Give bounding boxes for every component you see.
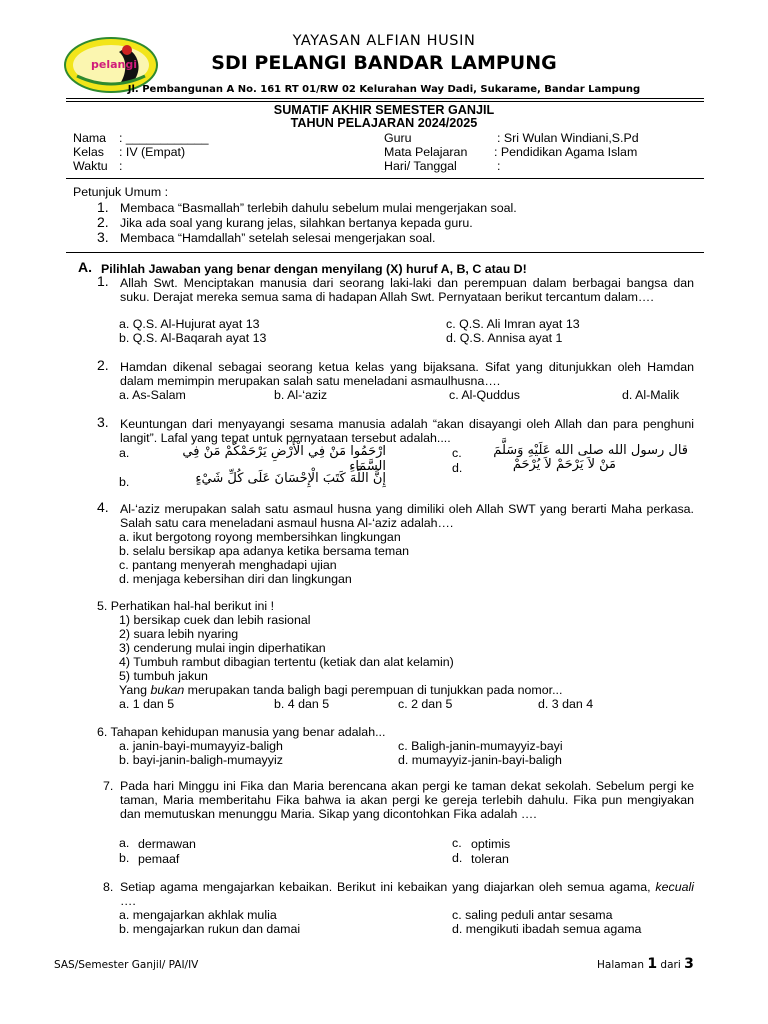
q1-option-c: c. Q.S. Ali Imran ayat 13 xyxy=(446,317,580,331)
petunjuk-num-2: 2. xyxy=(97,214,109,230)
q4-number: 4. xyxy=(97,499,109,515)
q5-item-5: 5) tumbuh jakun xyxy=(119,669,208,683)
guru-label: Guru xyxy=(384,131,412,145)
q5-stem: 5. Perhatikan hal-hal berikut ini ! xyxy=(97,599,275,613)
petunjuk-item-2: Jika ada soal yang kurang jelas, silahkan bertanya kepada guru. xyxy=(120,216,473,230)
q8-number: 8. xyxy=(103,880,114,894)
q7-option-d: toleran xyxy=(471,852,509,866)
q3-option-b-arabic: إِنَّ اللَّهَ كَتَبَ الْإِحْسَانَ عَلَى كُلِّ شَيْءٍ xyxy=(195,471,386,486)
hari-value: : xyxy=(497,159,501,173)
q3-option-d-arabic: مَنْ لاَ يَرْحَمْ لاَ يُرْحَمْ xyxy=(512,457,616,472)
petunjuk-item-3: Membaca “Hamdallah” setelah selesai mengerjakan soal. xyxy=(120,231,436,245)
q2-option-d: d. Al-Malik xyxy=(622,388,680,402)
q5-option-b: b. 4 dan 5 xyxy=(274,697,330,711)
q5-option-d: d. 3 dan 4 xyxy=(538,697,594,711)
q5-option-a: a. 1 dan 5 xyxy=(119,697,175,711)
q4-option-b: b. selalu bersikap apa adanya ketika bersama teman xyxy=(119,544,409,558)
q3-option-c-arabic: قال رسول الله صلى الله عَلَيْهِ وَسَلَّمَ xyxy=(493,443,688,458)
q7-text: Pada hari Minggu ini Fika dan Maria berencana akan pergi ke taman dekat sekolah. Sebelum pergi ke taman, Maria memberitahu Fika bahwa ia akan pergi ke gereja terlebih dahulu. Fika pun mengiyakan dan memutuskan menunggu Maria. Sikap yang dicontohkan Fika adalah …. xyxy=(120,779,694,822)
q6-option-c: c. Baligh-janin-mumayyiz-bayi xyxy=(398,739,563,753)
exam-title: SUMATIF AKHIR SEMESTER GANJIL xyxy=(273,103,495,117)
q8-option-a: a. mengajarkan akhlak mulia xyxy=(119,908,277,922)
waktu-label: Waktu xyxy=(73,159,108,173)
q3-option-d-label: d. xyxy=(452,461,463,475)
q1-text: Allah Swt. Menciptakan manusia dari seorang laki-laki dan perempuan dalam berbagai bangsa dan suku. Derajat mereka semua sama di hadapan Allah Swt. Pernyataan berikut tercantum dalam…. xyxy=(120,276,694,305)
q2-option-b: b. Al-‘aziz xyxy=(274,388,328,402)
nama-label: Nama xyxy=(73,131,107,145)
q7-option-c: optimis xyxy=(471,837,511,851)
footer-left: SAS/Semester Ganjil/ PAI/IV xyxy=(54,959,199,971)
q2-option-c: c. Al-Quddus xyxy=(449,388,520,402)
q6-option-a: a. janin-bayi-mumayyiz-baligh xyxy=(119,739,283,753)
q8-option-b: b. mengajarkan rukun dan damai xyxy=(119,922,301,936)
q3-option-a-arabic: ارْحَمُوا مَنْ فِي الْأَرْضِ يَرْحَمْكُمْ مَنْ فِي السَّمَاءِ xyxy=(182,444,386,474)
q8-text: Setiap agama mengajarkan kebaikan. Berikut ini kebaikan yang diajarkan oleh semua agama, kecuali …. xyxy=(120,880,694,909)
q7-option-a: dermawan xyxy=(138,837,196,851)
q3-option-c-label: c. xyxy=(452,446,462,460)
q7-option-d-label: d. xyxy=(452,851,463,865)
guru-value: : Sri Wulan Windiani,S.Pd xyxy=(497,131,639,145)
q5-question: Yang bukan merupakan tanda baligh bagi perempuan di tunjukkan pada nomor... xyxy=(119,683,563,697)
petunjuk-heading: Petunjuk Umum : xyxy=(73,185,169,199)
foundation-name: YAYASAN ALFIAN HUSIN xyxy=(292,33,476,49)
petunjuk-item-1: Membaca “Basmallah” terlebih dahulu sebelum mulai mengerjakan soal. xyxy=(120,201,517,215)
q2-number: 2. xyxy=(97,357,109,373)
q3-option-a-label: a. xyxy=(119,446,130,460)
q1-option-b: b. Q.S. Al-Baqarah ayat 13 xyxy=(119,331,267,345)
header-divider xyxy=(66,98,704,99)
q4-option-d: d. menjaga kebersihan diri dan lingkungan xyxy=(119,572,352,586)
q2-option-a: a. As-Salam xyxy=(119,388,186,402)
q6-stem: 6. Tahapan kehidupan manusia yang benar adalah... xyxy=(97,725,386,739)
kelas-value: : IV (Empat) xyxy=(119,145,186,159)
q7-option-c-label: c. xyxy=(452,836,462,850)
q3-text: Keuntungan dari menyayangi sesama manusia adalah “akan disayangi oleh Allah dan para penghuni langit”. Lafal yang tepat untuk pernyataan tersebut adalah.... xyxy=(120,417,694,446)
kelas-label: Kelas xyxy=(73,145,104,159)
q3-number: 3. xyxy=(97,414,109,430)
school-name: SDI PELANGI BANDAR LAMPUNG xyxy=(211,52,557,74)
q1-option-d: d. Q.S. Annisa ayat 1 xyxy=(446,331,563,345)
q5-item-1: 1) bersikap cuek dan lebih rasional xyxy=(119,613,311,627)
q5-item-4: 4) Tumbuh rambut dibagian tertentu (ketiak dan alat kelamin) xyxy=(119,655,454,669)
q3-option-b-label: b. xyxy=(119,475,130,489)
q7-number: 7. xyxy=(103,779,114,793)
school-address: Jl. Pembangunan A No. 161 RT 01/RW 02 Kelurahan Way Dadi, Sukarame, Bandar Lampung xyxy=(127,84,641,95)
q4-option-c: c. pantang menyerah menghadapi ujian xyxy=(119,558,337,572)
q5-item-3: 3) cenderung mulai ingin diperhatikan xyxy=(119,641,326,655)
q8-option-c: c. saling peduli antar sesama xyxy=(452,908,613,922)
waktu-value: : xyxy=(119,159,123,173)
hari-label: Hari/ Tanggal xyxy=(384,159,457,173)
q5-item-2: 2) suara lebih nyaring xyxy=(119,627,239,641)
q5-option-c: c. 2 dan 5 xyxy=(398,697,453,711)
petunjuk-num-3: 3. xyxy=(97,229,109,245)
mapel-value: : Pendidikan Agama Islam xyxy=(494,145,638,159)
nama-value: : ____________ xyxy=(119,131,209,145)
q2-text: Hamdan dikenal sebagai seorang ketua kelas yang bijaksana. Sifat yang ditunjukkan oleh Hamdan dalam memimpin merupakan salah satu meneladani asmaulhusna…. xyxy=(120,360,694,389)
mapel-label: Mata Pelajaran xyxy=(384,145,468,159)
petunjuk-num-1: 1. xyxy=(97,199,109,215)
q7-option-b: pemaaf xyxy=(138,852,180,866)
exam-year: TAHUN PELAJARAN 2024/2025 xyxy=(290,116,478,130)
q4-option-a: a. ikut bergotong royong membersihkan lingkungan xyxy=(119,530,401,544)
q7-option-b-label: b. xyxy=(119,851,130,865)
section-instruction: Pilihlah Jawaban yang benar dengan menyilang (X) huruf A, B, C atau D! xyxy=(101,262,527,276)
q7-option-a-label: a. xyxy=(119,836,130,850)
q6-option-d: d. mumayyiz-janin-bayi-baligh xyxy=(398,753,562,767)
q4-text: Al-‘aziz merupakan salah satu asmaul husna yang dimiliki oleh Allah SWT yang berarti Maha perkasa. Salah satu cara meneladani asmaul husna Al-‘aziz adalah…. xyxy=(120,502,694,531)
q1-number: 1. xyxy=(97,273,109,289)
q6-option-b: b. bayi-janin-baligh-mumayyiz xyxy=(119,753,283,767)
petunjuk-divider xyxy=(66,252,704,253)
q1-option-a: a. Q.S. Al-Hujurat ayat 13 xyxy=(119,317,260,331)
header-divider-thin xyxy=(66,101,704,102)
q8-option-d: d. mengikuti ibadah semua agama xyxy=(452,922,642,936)
info-divider xyxy=(66,178,704,179)
section-letter: A. xyxy=(78,259,92,275)
svg-text:pelangi: pelangi xyxy=(91,58,138,71)
page-indicator: Halaman 1 dari 3 xyxy=(597,956,694,972)
